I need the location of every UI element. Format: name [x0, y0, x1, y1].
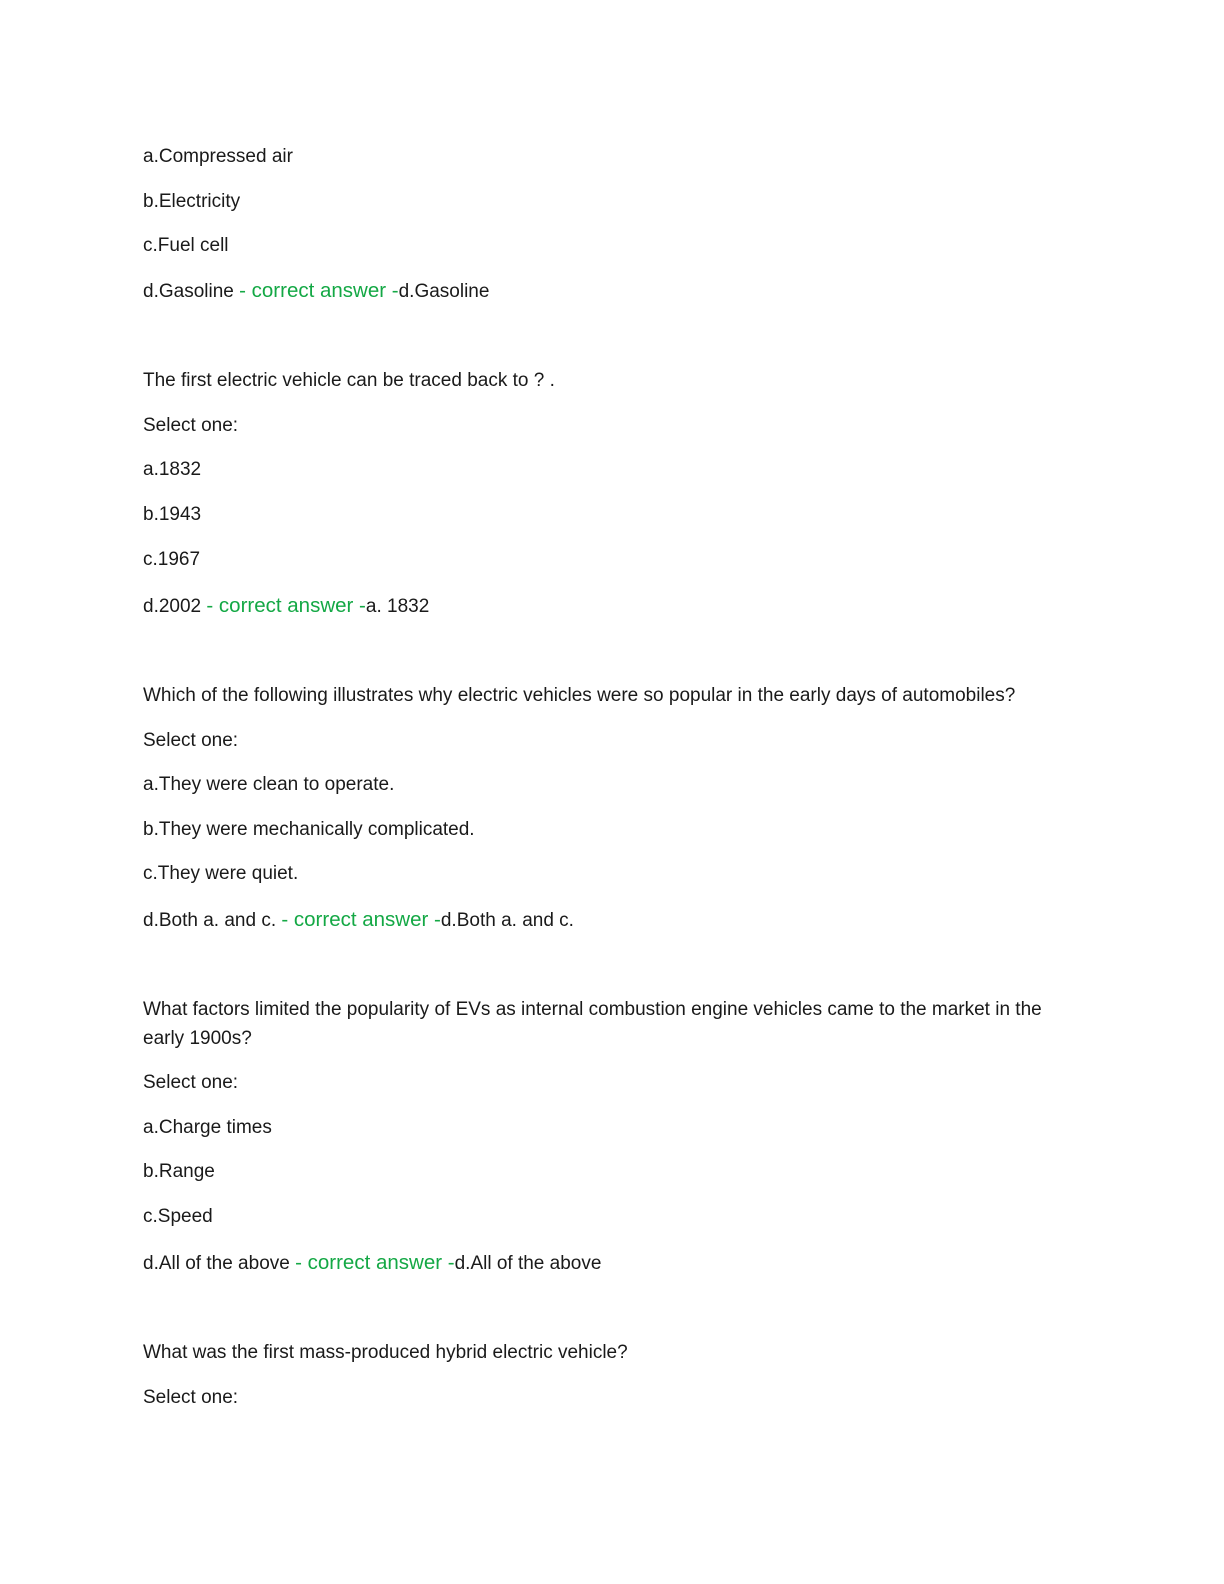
option-d-with-answer — [143, 1248, 601, 1278]
option-d-with-answer — [143, 276, 489, 306]
option-d: d.2002 — [143, 596, 207, 617]
correct-answer: d.Both a. and c. — [440, 910, 574, 931]
option-d-with-answer — [143, 591, 429, 621]
correct-answer: a. 1832 — [365, 596, 430, 617]
select-one-label: Select one: — [143, 1072, 239, 1093]
option-c: c.Speed — [143, 1206, 213, 1227]
select-one-label: Select one: — [143, 415, 239, 436]
option-b: b.Range — [143, 1161, 215, 1182]
select-one-label: Select one: — [143, 730, 239, 751]
correct-answer: d.Gasoline — [398, 281, 490, 302]
correct-answer-marker: - correct answer - — [281, 908, 441, 931]
question-text: What was the first mass-produced hybrid electric vehicle? — [143, 1342, 628, 1363]
option-a: a.1832 — [143, 459, 202, 480]
question-text: The first electric vehicle can be traced back to ? . — [143, 370, 555, 391]
select-one-label: Select one: — [143, 1387, 239, 1408]
correct-answer-marker: - correct answer - — [295, 1251, 455, 1274]
option-b: b.They were mechanically complicated. — [143, 819, 475, 840]
question-text: Which of the following illustrates why electric vehicles were so popular in the early days of automobiles? — [143, 685, 1016, 706]
option-b: b.1943 — [143, 504, 202, 525]
option-c: c.They were quiet. — [143, 863, 299, 884]
option-a: a.They were clean to operate. — [143, 774, 395, 795]
option-d: d.All of the above — [143, 1253, 296, 1274]
option-d: d.Both a. and c. — [143, 910, 282, 931]
option-a: a.Compressed air — [143, 146, 293, 167]
option-a: a.Charge times — [143, 1117, 272, 1138]
option-d: d.Gasoline — [143, 281, 240, 302]
question-text: What factors limited the popularity of EVs as internal combustion engine vehicles came to the market in the early 1900s? — [143, 999, 1042, 1049]
correct-answer: d.All of the above — [454, 1253, 602, 1274]
option-b: b.Electricity — [143, 191, 241, 212]
option-c: c.Fuel cell — [143, 235, 229, 256]
correct-answer-marker: - correct answer - — [206, 594, 366, 617]
option-d-with-answer — [143, 905, 574, 935]
option-c: c.1967 — [143, 549, 201, 570]
correct-answer-marker: - correct answer - — [239, 279, 399, 302]
